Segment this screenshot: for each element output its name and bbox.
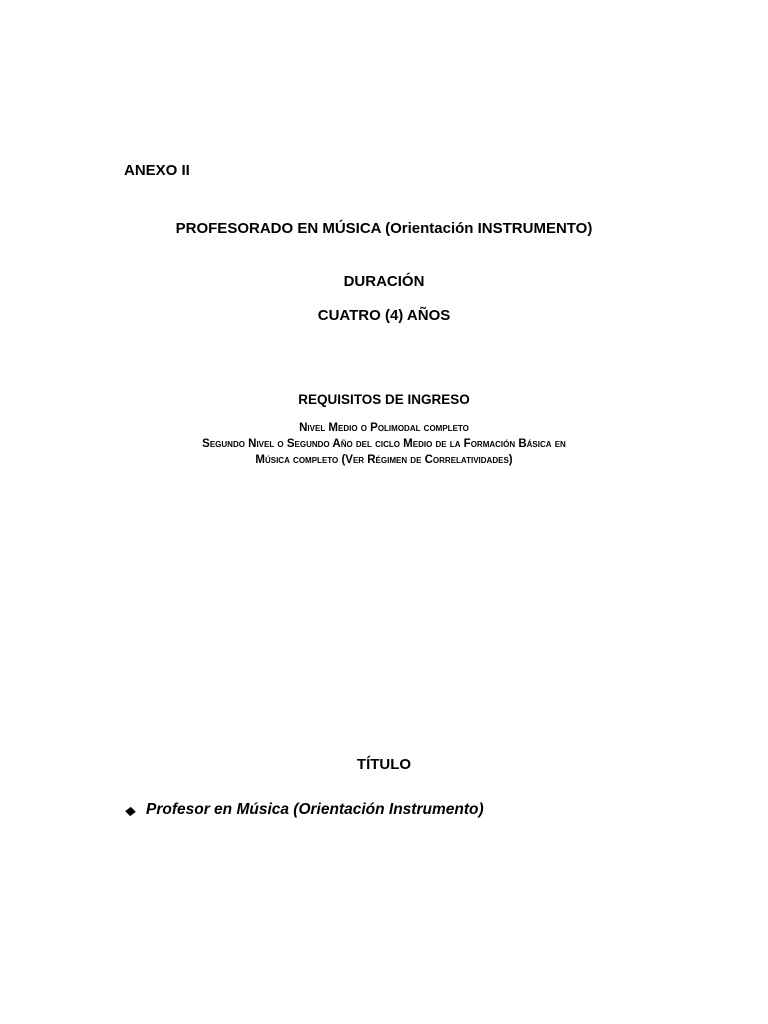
program-title: PROFESORADO EN MÚSICA (Orientación INSTRUMENTO) bbox=[175, 220, 593, 237]
diamond-bullet-icon bbox=[125, 806, 136, 815]
requirements-list bbox=[0, 420, 768, 468]
annex-label: ANEXO II bbox=[124, 162, 190, 179]
title-item-text: Profesor en Música (Orientación Instrumento) bbox=[146, 801, 484, 818]
duration-heading: DURACIÓN bbox=[343, 273, 425, 290]
duration-value: CUATRO (4) AÑOS bbox=[317, 307, 451, 324]
requirement-line: Segundo Nivel o Segundo Año del ciclo Medio de la Formación Básica en bbox=[202, 438, 566, 450]
requirement-line: Nivel Medio o Polimodal completo bbox=[299, 422, 469, 434]
requirement-line: Música completo (Ver Régimen de Correlatividades) bbox=[255, 454, 513, 466]
requirements-heading: REQUISITOS DE INGRESO bbox=[298, 392, 470, 407]
title-heading: TÍTULO bbox=[356, 756, 412, 773]
title-list-item bbox=[124, 801, 484, 819]
